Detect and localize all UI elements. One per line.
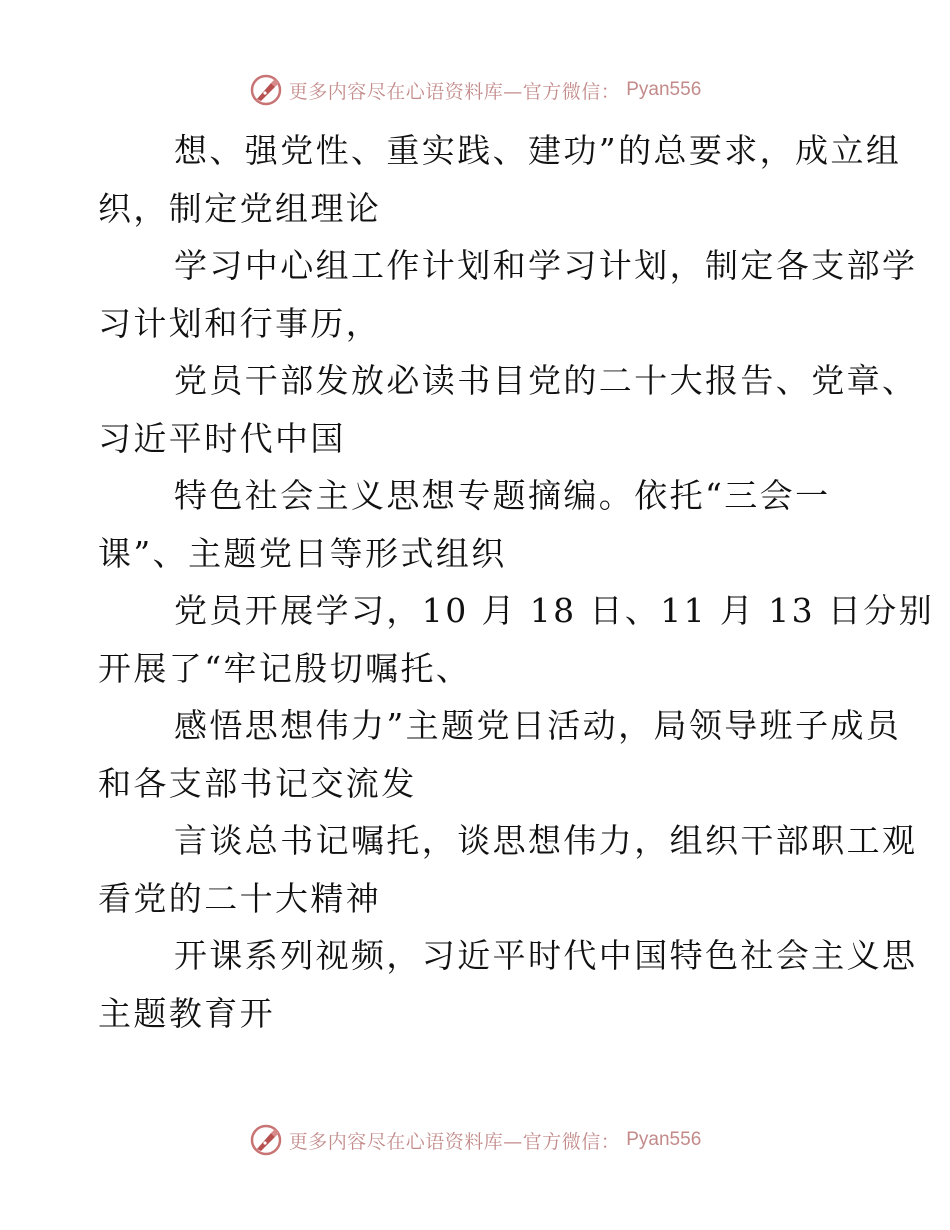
paragraph-line: 看党的二十大精神: [98, 878, 382, 918]
paragraph-line: 习计划和行事历，: [98, 303, 382, 343]
paragraph: [98, 582, 935, 697]
paragraph-line: 党员开展学习，10 月 18 日、11 月 13 日分别: [174, 591, 935, 630]
paragraph-line: 想、强党性、重实践、建功”的总要求，成立组: [174, 131, 902, 170]
paragraph-line: 主题教育开: [98, 993, 275, 1033]
paragraph-line: 习近平时代中国: [98, 418, 346, 458]
paragraph-line: 言谈总书记嘱托，谈思想伟力，组织干部职工观: [174, 821, 918, 860]
paragraph: [98, 352, 918, 467]
paragraph-line: 织，制定党组理论: [98, 188, 382, 228]
paragraph-line: 学习中心组工作计划和学习计划，制定各支部学: [174, 246, 918, 285]
paragraph: [98, 237, 918, 352]
watermark-text: 更多内容尽在心语资料库—官方微信：: [288, 80, 621, 103]
paragraph-line: 和各支部书记交流发: [98, 763, 417, 803]
paragraph-line: 开展了“牢记殷切嘱托、: [98, 648, 472, 688]
paragraph: [98, 467, 858, 582]
paragraph: [98, 122, 902, 237]
watermark-handle: Pyan556: [626, 1129, 702, 1150]
header-watermark: [0, 70, 950, 110]
paragraph-line: 感悟思想伟力”主题党日活动，局领导班子成员: [174, 706, 902, 745]
pen-nib-logo-icon: [249, 73, 283, 107]
paragraph: [98, 927, 918, 1042]
document-body: [98, 122, 935, 1042]
watermark-text: 更多内容尽在心语资料库—官方微信：: [288, 1130, 621, 1153]
paragraph: [98, 812, 918, 927]
paragraph-line: 党员干部发放必读书目党的二十大报告、党章、: [174, 361, 918, 400]
paragraph-line: 特色社会主义思想专题摘编。依托“三会一: [174, 476, 831, 515]
paragraph-line: 课”、主题党日等形式组织: [98, 533, 507, 573]
pen-nib-logo-icon: [249, 1123, 283, 1157]
paragraph: [98, 697, 902, 812]
paragraph-line: 开课系列视频，习近平时代中国特色社会主义思: [174, 936, 918, 975]
watermark-handle: Pyan556: [626, 79, 702, 100]
footer-watermark: [0, 1120, 950, 1160]
